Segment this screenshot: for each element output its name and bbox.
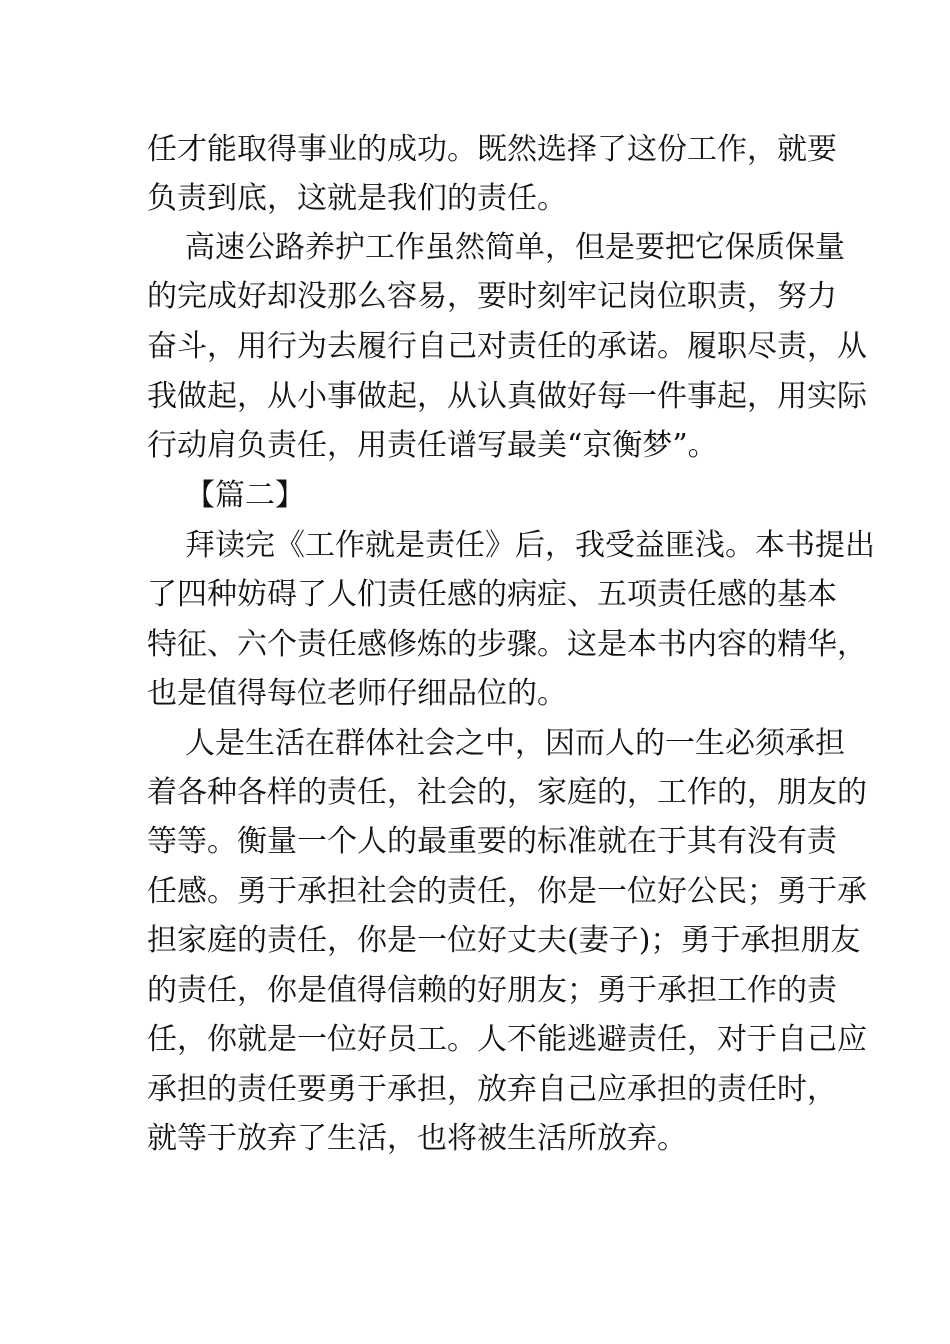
paragraph-line: 高速公路养护工作虽然简单，但是要把它保质保量	[185, 230, 845, 265]
paragraph-line: 特征、六个责任感修炼的步骤。这是本书内容的精华，	[147, 627, 867, 662]
paragraph-line: 了四种妨碍了人们责任感的病症、五项责任感的基本	[147, 577, 837, 612]
paragraph-line: 就等于放弃了生活，也将被生活所放弃。	[147, 1121, 687, 1156]
paragraph-line: 拜读完《工作就是责任》后，我受益匪浅。本书提出	[185, 528, 875, 563]
paragraph-line: 行动肩负责任，用责任谱写最美“京衡梦”。	[147, 428, 718, 463]
paragraph-line: 着各种各样的责任，社会的，家庭的，工作的，朋友的	[147, 775, 867, 810]
paragraph-line: 人是生活在群体社会之中，因而人的一生必须承担	[185, 726, 845, 761]
paragraph-line: 我做起，从小事做起，从认真做好每一件事起，用实际	[147, 379, 867, 414]
paragraph-line: 的责任，你是值得信赖的好朋友；勇于承担工作的责	[147, 973, 837, 1008]
paragraph-line: 任，你就是一位好员工。人不能逃避责任，对于自己应	[147, 1022, 867, 1057]
paragraph-line: 任才能取得事业的成功。既然选择了这份工作，就要	[147, 132, 837, 167]
paragraph-line: 奋斗，用行为去履行自己对责任的承诺。履职尽责，从	[147, 329, 867, 364]
paragraph-line: 的完成好却没那么容易，要时刻牢记岗位职责，努力	[147, 279, 837, 314]
paragraph-line: 承担的责任要勇于承担，放弃自己应承担的责任时，	[147, 1072, 837, 1107]
paragraph-line: 等等。衡量一个人的最重要的标准就在于其有没有责	[147, 824, 837, 859]
paragraph-line: 负责到底，这就是我们的责任。	[147, 181, 567, 216]
paragraph-line: 也是值得每位老师仔细品位的。	[147, 676, 567, 711]
section-heading: 【篇二】	[185, 478, 305, 513]
paragraph-line: 担家庭的责任，你是一位好丈夫(妻子)；勇于承担朋友	[147, 923, 861, 958]
paragraph-line: 任感。勇于承担社会的责任，你是一位好公民；勇于承	[147, 874, 867, 909]
